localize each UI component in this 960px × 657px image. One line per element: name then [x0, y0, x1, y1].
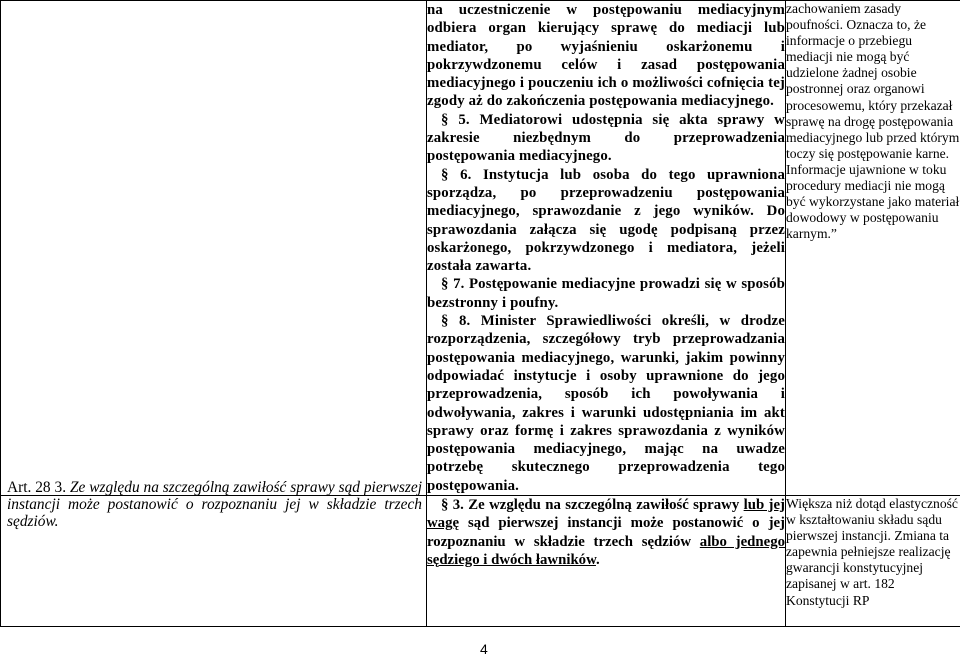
paragraph-8: § 8. Minister Sprawiedliwości określi, w drodze rozporządzenia, szczegółowy tryb przeprowadzania postępowania mediacyjnego, warunki, jakim powinny odpowiadać instytucje i osoby uprawnione do jego przeprowadzenia, sposób ich powoływania i odwoływania, zakres i warunki udostępniania im akt sprawy oraz formę i zakres sprawozdania z wyników postępowania mediacyjnego, mając na uwadze potrzebę skutecznego przeprowadzenia tego postępowania.: [427, 312, 785, 495]
article-28-text: [7, 479, 422, 530]
right-cell-article-28-justification: [786, 496, 960, 627]
article-body: Ze względu na szczególną zawiłość sprawy sąd pierwszej instancji może postanowić o rozpoznaniu jej w składzie trzech sędziów.: [7, 479, 422, 530]
table-row: [1, 1, 960, 496]
justification-text: zachowaniem zasady poufności. Oznacza to, że informacje o przebiegu mediacji nie mogą być udzielone żadnej osobie postronnej oraz organowi procesowemu, który przekazał sprawę na drogę postępowania mediacyjnego lub przed którym toczy się postępowanie karne. Informacje ujawnione w toku procedury mediacji nie mogą być wykorzystane jako materiał dowodowy w postępowaniu karnym.”: [786, 1, 960, 242]
amended-article-28: § 3. Ze względu na szczególną zawiłość sprawy lub jej wagę sąd pierwszej instancji może postanowić o jej rozpoznaniu w składzie trzech sędziów albo jednego sędziego i dwóch ławników.: [427, 496, 785, 569]
justification-text: Większa niż dotąd elastyczność w kształtowaniu składu sądu pierwszej instancji. Zmiana ta zapewnia pełniejsze realizację gwarancji konstytucyjnej zapisanej w art. 182 Konstytucji RP: [786, 496, 960, 609]
page-number: 4: [480, 641, 488, 657]
added-text: lub jej wagę: [427, 497, 785, 531]
right-cell-justification: [786, 1, 960, 496]
paragraph-7: § 7. Postępowanie mediacyjne prowadzi się w sposób bezstronny i poufny.: [427, 275, 785, 312]
left-cell-empty: [1, 1, 427, 496]
paragraph-6: § 6. Instytucja lub osoba do tego uprawniona sporządza, po przeprowadzeniu postępowania mediacyjnego, sprawozdanie z jego wyników. Do sprawozdania załącza się ugodę podpisaną przez oskarżonego, pokrzywdzonego i mediatora, jeżeli została zawarta.: [427, 166, 785, 276]
middle-cell-amendment: [427, 1, 786, 496]
middle-cell-article-28: [427, 496, 786, 627]
paragraph-5: § 5. Mediatorowi udostępnia się akta sprawy w zakresie niezbędnym do przeprowadzenia postępowania mediacyjnego.: [427, 111, 785, 166]
added-text: albo jednego sędziego i dwóch ławników: [427, 534, 785, 568]
paragraph-continuation: na uczestniczenie w postępowaniu mediacyjnym odbiera organ kierujący sprawę do mediacji lub mediator, po wyjaśnieniu oskarżonemu i pokrzywdzonemu celów i zasad postępowania mediacyjnego i pouczeniu ich o możliwości cofnięcia tej zgody aż do zakończenia postępowania mediacyjnego.: [427, 1, 785, 111]
article-label: Art. 28: [7, 479, 55, 496]
paragraph-number: 3.: [55, 479, 67, 496]
